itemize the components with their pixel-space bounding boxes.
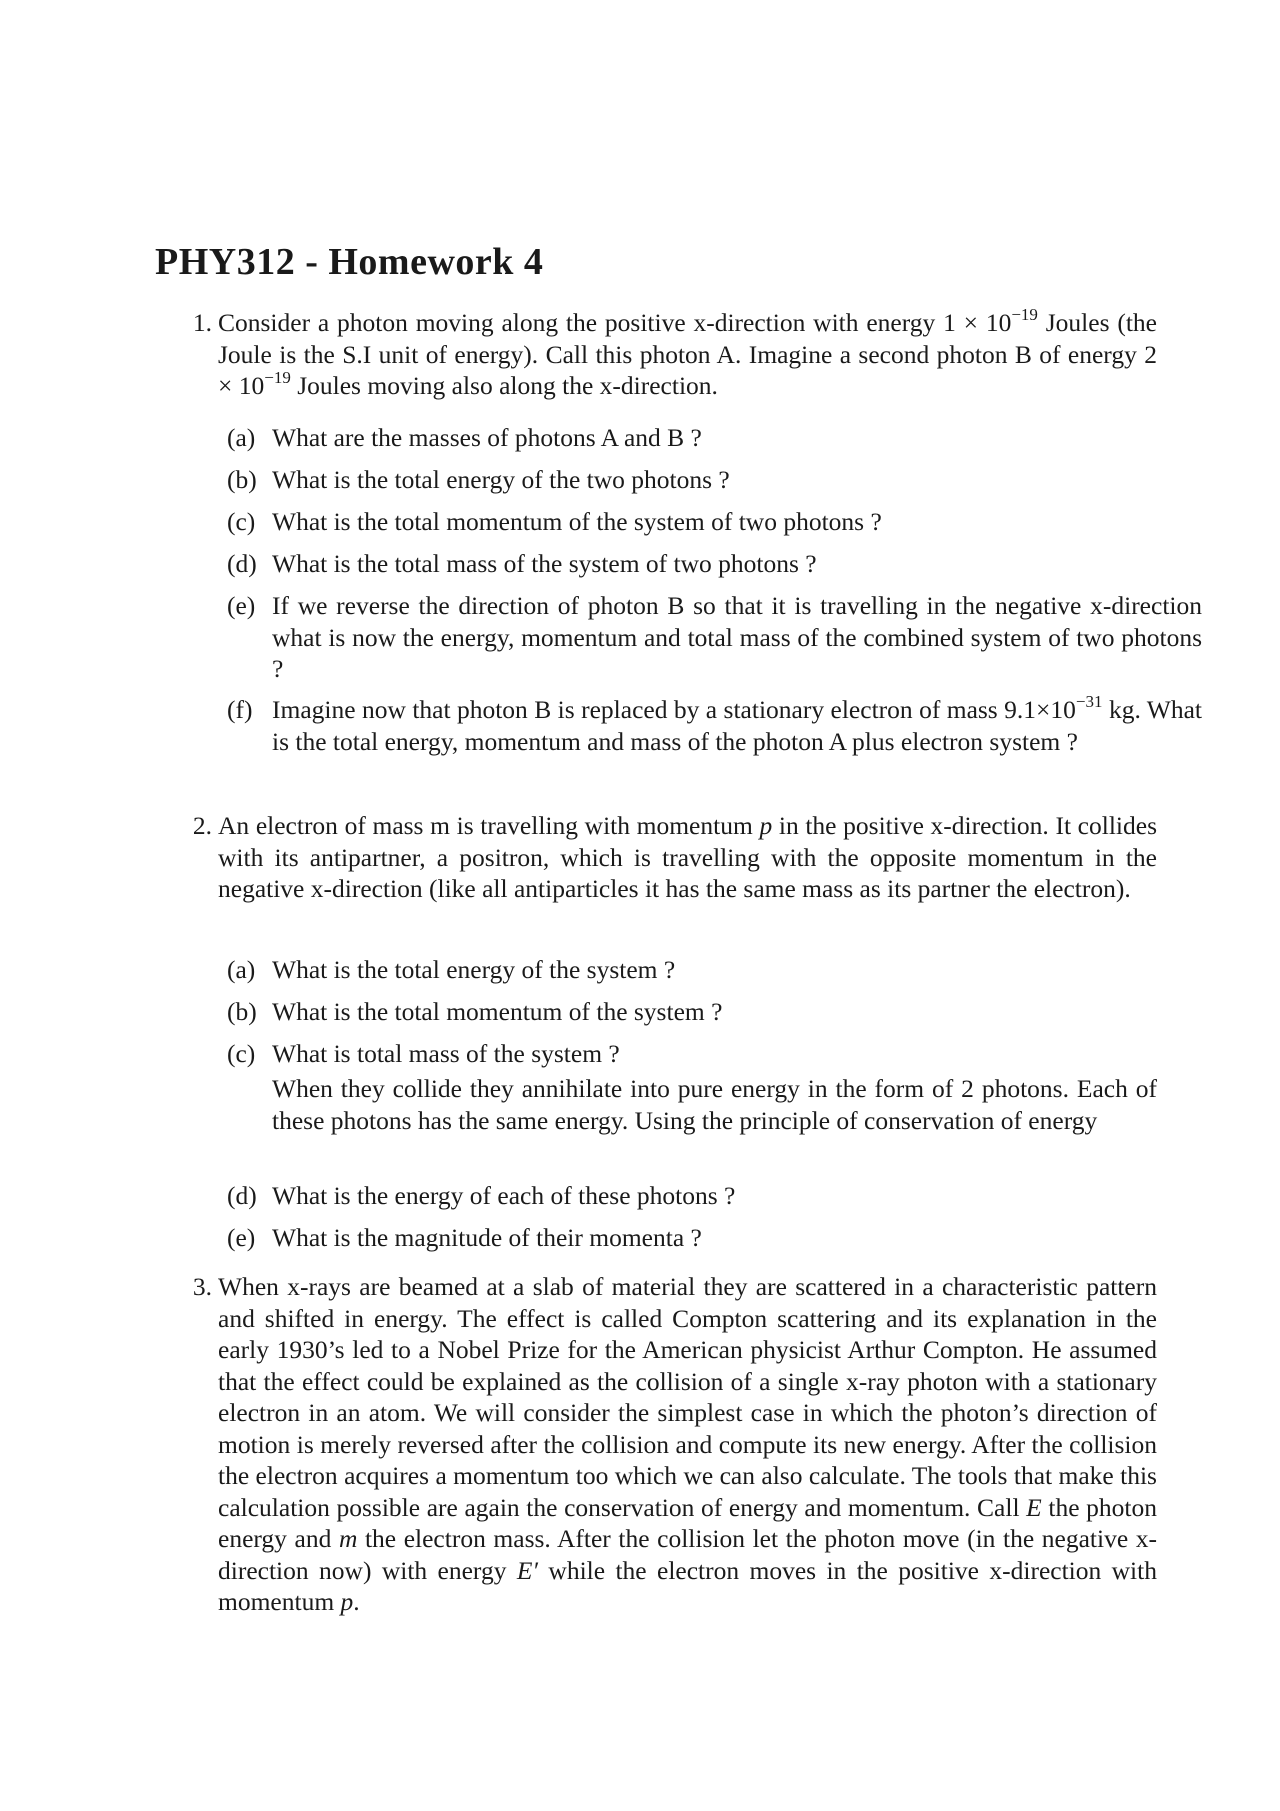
- list-item: [227, 1222, 1157, 1254]
- problem-number: 2.: [192, 811, 212, 840]
- part-text: What is the total mass of the system of two photons ?: [272, 549, 817, 578]
- problem-statement: Consider a photon moving along the positive x-direction with energy $1 \times 10^{-19}$ Joules (the Joule is the S.I unit of energy). Call this photon A. Imagine a second photon B of energy $2 \times 10^{-19}$ Joules moving also along the x-direction.: [218, 305, 1157, 400]
- part-label: (d): [227, 1181, 257, 1210]
- problem-number: 3.: [192, 1272, 212, 1301]
- page-title: PHY312 - Homework 4: [155, 241, 544, 283]
- problem-number: 1.: [192, 308, 212, 337]
- problem-statement: An electron of mass m is travelling with momentum p in the positive x-direction. It collides with its antipartner, a positron, which is travelling with the opposite momentum in the negative x-direction (like all antiparticles it has the same mass as its partner the electron).: [218, 811, 1157, 903]
- list-item: [227, 464, 1157, 496]
- part-label: (a): [227, 955, 256, 984]
- part-text: What is the total energy of the system ?: [272, 955, 676, 984]
- part-label: (a): [227, 423, 256, 452]
- list-item: [227, 422, 1157, 454]
- problem-3: [182, 1271, 1157, 1618]
- part-text: What is the total momentum of the system of two photons ?: [272, 507, 882, 536]
- part-text: What is total mass of the system ?: [272, 1039, 620, 1068]
- list-item: [227, 548, 1157, 580]
- list-item: [227, 590, 1202, 685]
- part-label: (e): [227, 1223, 256, 1252]
- part-label: (b): [227, 997, 257, 1026]
- problem-1: [182, 307, 1157, 402]
- list-item: [227, 694, 1202, 757]
- list-item: [227, 1038, 1157, 1070]
- problem-2-note: When they collide they annihilate into pure energy in the form of 2 photons. Each of these photons has the same energy. Using the principle of conservation of energy: [272, 1074, 1157, 1135]
- part-label: (c): [227, 507, 256, 536]
- list-item: [227, 954, 1157, 986]
- problem-2: [182, 810, 1157, 905]
- part-label: (d): [227, 549, 257, 578]
- part-text: What is the magnitude of their momenta ?: [272, 1223, 702, 1252]
- part-text: What is the total momentum of the system ?: [272, 997, 723, 1026]
- problem-statement: When x-rays are beamed at a slab of material they are scattered in a characteristic pattern and shifted in energy. The effect is called Compton scattering and its explanation in the early 1930’s led to a Nobel Prize for the American physicist Arthur Compton. He assumed that the effect could be explained as the collision of a single x-ray photon with a stationary electron in an atom. We will consider the simplest case in which the photon’s direction of motion is merely reversed after the collision and compute its new energy. After the collision the electron acquires a momentum too which we can also calculate. The tools that make this calculation possible are again the conservation of energy and momentum. Call E the photon energy and m the electron mass. After the collision let the photon move (in the negative x-direction now) with energy E′ while the electron moves in the positive x-direction with momentum p.: [218, 1272, 1157, 1616]
- list-item: [227, 506, 1157, 538]
- part-text: What are the masses of photons A and B ?: [272, 423, 702, 452]
- part-text: What is the energy of each of these photons ?: [272, 1181, 736, 1210]
- part-text: If we reverse the direction of photon B so that it is travelling in the negative x-direction what is now the energy, momentum and total mass of the combined system of two photons ?: [272, 591, 1202, 683]
- part-label: (e): [227, 591, 256, 620]
- part-label: (f): [227, 695, 253, 724]
- part-text: What is the total energy of the two photons ?: [272, 465, 730, 494]
- part-label: (b): [227, 465, 257, 494]
- list-item: [227, 1180, 1157, 1212]
- part-text: Imagine now that photon B is replaced by a stationary electron of mass $9.1\times 10^{-31}$ kg. What is the total energy, momentum and mass of the photon A plus electron system ?: [272, 692, 1203, 756]
- list-item: [227, 996, 1157, 1028]
- part-label: (c): [227, 1039, 256, 1068]
